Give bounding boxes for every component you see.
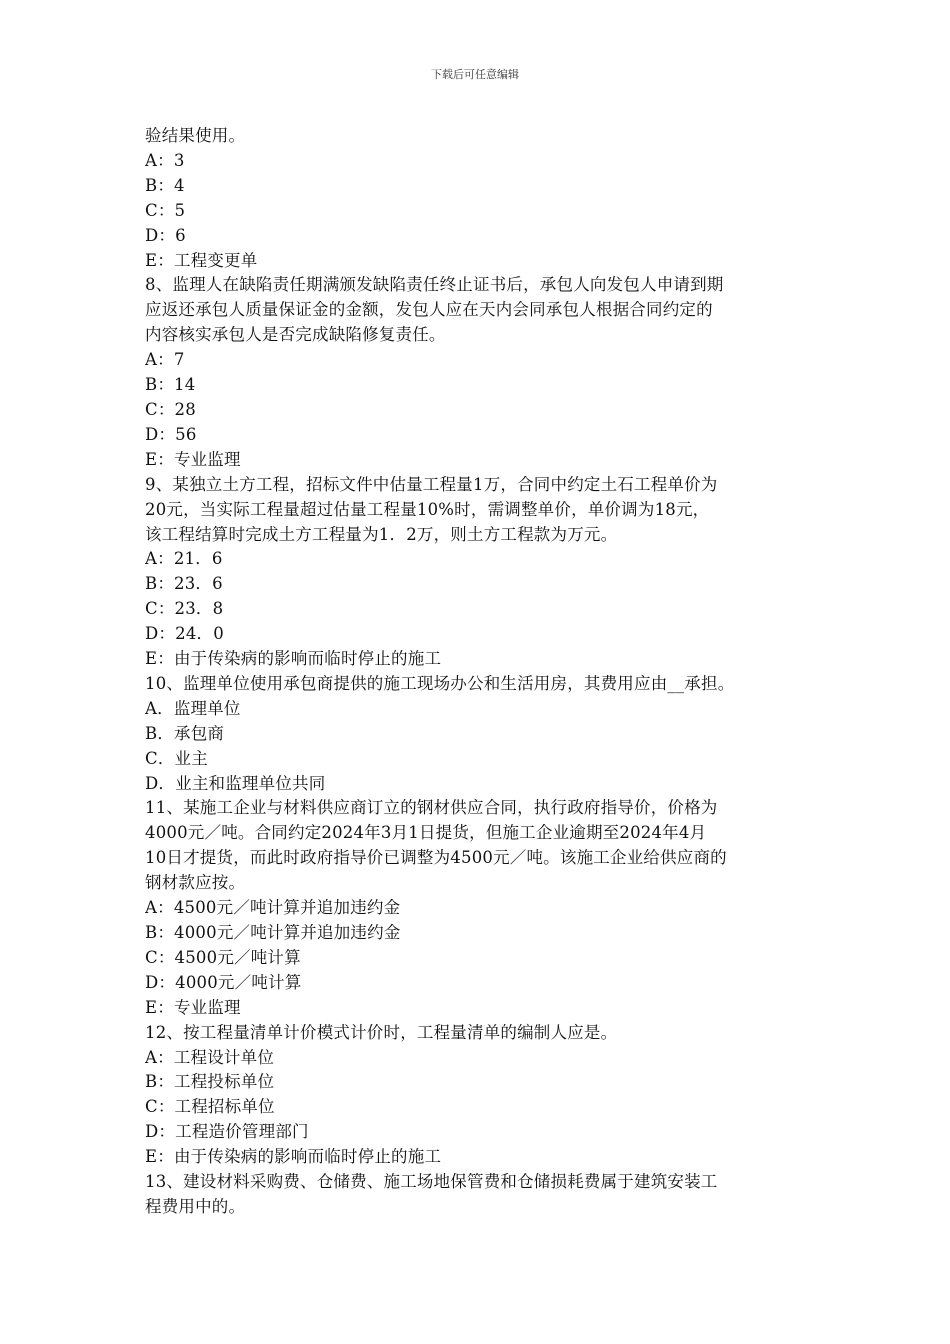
option-line: B：4000元／吨计算并追加违约金 (145, 923, 401, 942)
option-line: A：工程设计单位 (145, 1047, 275, 1067)
document-body (145, 124, 810, 1220)
question-11-line: 钢材款应按。 (145, 873, 246, 893)
question-8-line: 应返还承包人质量保证金的金额，发包人应在天内会同承包人根据合同约定的 (145, 300, 713, 320)
question-11-line: 4000元／吨。合同约定2024年3月1日提货，但施工企业逾期至2024年4月 (145, 823, 707, 843)
option-line: C：4500元／吨计算 (145, 947, 301, 967)
question-13-line: 13、建设材料采购费、仓储费、施工场地保管费和仓储损耗费属于建筑安装工 (145, 1172, 718, 1192)
option-line: B：工程投标单位 (145, 1072, 275, 1092)
option-line: D：4000元／吨计算 (145, 972, 302, 992)
option-line: C：28 (145, 399, 196, 419)
option-line: C：5 (145, 200, 186, 220)
question-9-line: 9、某独立土方工程，招标文件中估量工程量1万，合同中约定土石工程单价为 (145, 474, 718, 494)
question-11-line: 10日才提货，而此时政府指导价已调整为4500元／吨。该施工企业给供应商的 (145, 848, 727, 868)
option-line: E：专业监理 (145, 997, 241, 1017)
question-9-line: 该工程结算时完成土方工程量为1．2万，则土方工程款为万元。 (145, 524, 618, 544)
question-11-line: 11、某施工企业与材料供应商订立的钢材供应合同，执行政府指导价，价格为 (145, 798, 718, 818)
option-line: B．承包商 (145, 723, 225, 743)
option-line: E：由于传染病的影响而临时停止的施工 (145, 649, 442, 669)
option-line: D：工程造价管理部门 (145, 1122, 309, 1142)
option-line: A：4500元／吨计算并追加违约金 (145, 898, 401, 918)
option-line: D：56 (145, 424, 197, 444)
option-line: E：由于传染病的影响而临时停止的施工 (145, 1147, 442, 1167)
option-line: C．业主 (145, 748, 208, 768)
option-line: A：21．6 (145, 549, 223, 569)
question-13-line: 程费用中的。 (145, 1196, 246, 1216)
question-8-line: 8、监理人在缺陷责任期满颁发缺陷责任终止证书后，承包人向发包人申请到期 (145, 275, 724, 295)
option-line: A．监理单位 (145, 698, 241, 718)
option-line: A：3 (145, 150, 185, 170)
option-line: B：23．6 (145, 574, 223, 594)
option-line: D：24．0 (145, 624, 224, 644)
option-line: B：4 (145, 175, 185, 195)
option-line: A：7 (145, 350, 185, 370)
question-8-line: 内容核实承包人是否完成缺陷修复责任。 (145, 325, 446, 345)
option-line: B：14 (145, 375, 196, 395)
question-9-line: 20元，当实际工程量超过估量工程量10%时，需调整单价，单价调为18元， (145, 499, 710, 519)
question-10-line: 10、监理单位使用承包商提供的施工现场办公和生活用房，其费用应由__承担。 (145, 673, 735, 693)
page-header: 下载后可任意编辑 (431, 68, 519, 81)
option-line: E：专业监理 (145, 449, 241, 469)
option-line: C：工程招标单位 (145, 1097, 275, 1117)
question-12-line: 12、按工程量清单计价模式计价时，工程量清单的编制人应是。 (145, 1022, 618, 1042)
option-line: D．业主和监理单位共同 (145, 773, 326, 793)
option-line: E：工程变更单 (145, 250, 258, 270)
text-line: 验结果使用。 (145, 126, 246, 145)
option-line: C：23．8 (145, 599, 224, 619)
option-line: D：6 (145, 225, 186, 245)
